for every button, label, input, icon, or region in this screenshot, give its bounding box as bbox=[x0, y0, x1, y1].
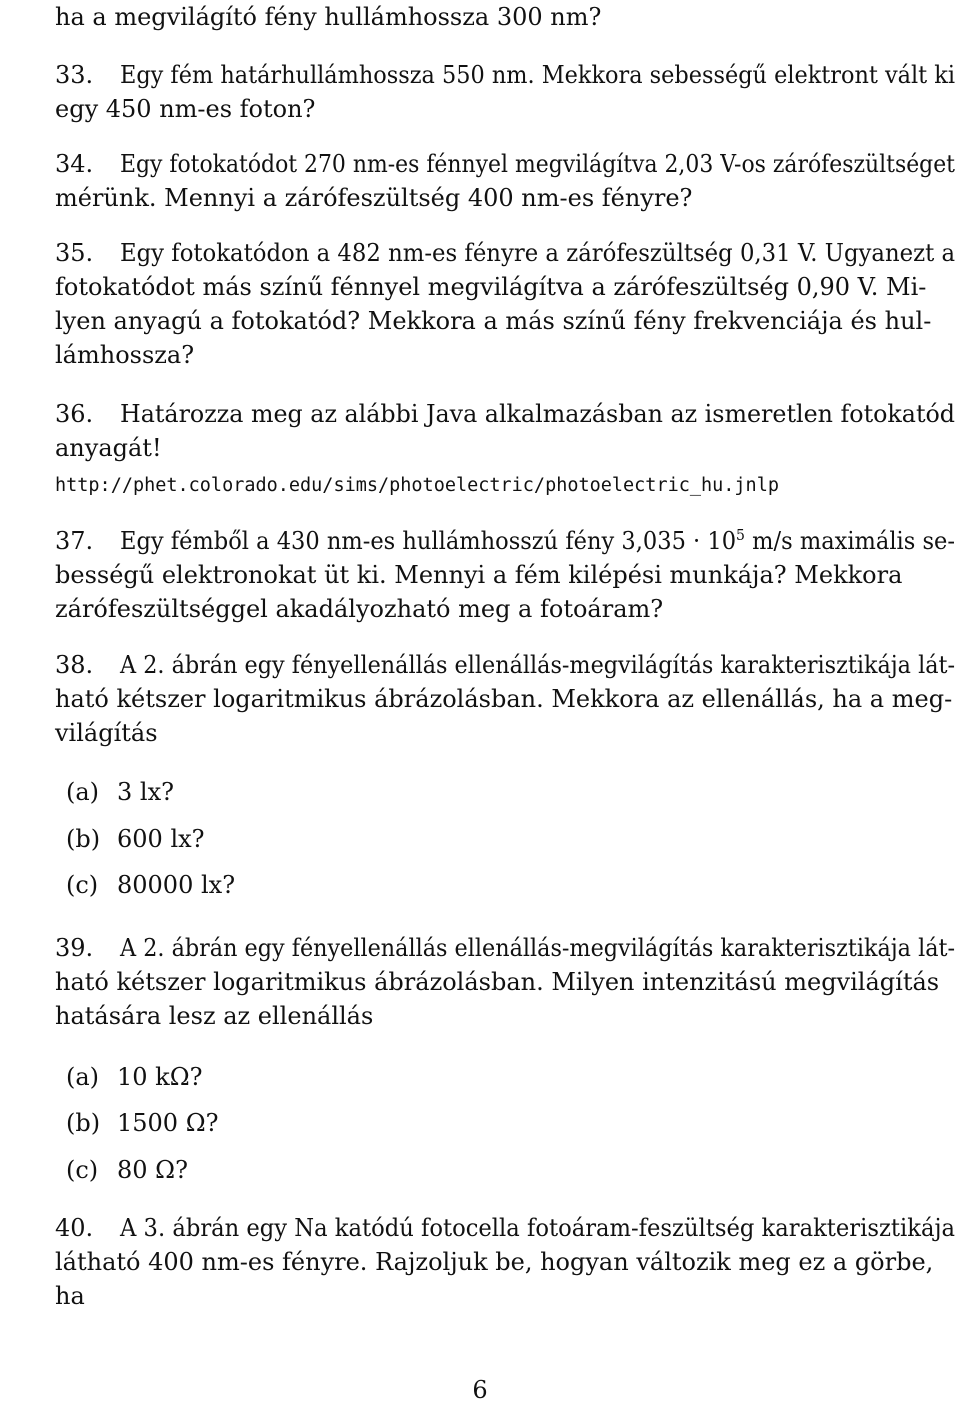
problem-35-line-2: fotokatódot más színű fénnyel megvilágítva a zárófeszültség 0,90 V. Mi- bbox=[55, 273, 927, 301]
problem-38-number: 38. bbox=[55, 651, 94, 679]
problem-39-a-label: (a) bbox=[66, 1063, 100, 1091]
problem-33-number: 33. bbox=[55, 61, 94, 89]
phet-link[interactable]: http://phet.colorado.edu/sims/photoelectric/photoelectric_hu.jnlp bbox=[55, 475, 779, 496]
problem-39-line-2: ható kétszer logaritmikus ábrázolásban. Milyen intenzitású megvilágítás bbox=[55, 968, 940, 996]
problem-38-a-label: (a) bbox=[66, 778, 100, 806]
problem-40-line-3: ha bbox=[55, 1282, 85, 1310]
problem-38-b-text: 600 lx? bbox=[117, 825, 205, 853]
problem-36-line-2: anyagát! bbox=[55, 434, 162, 462]
problem-35-number: 35. bbox=[55, 239, 94, 267]
problem-36-line-1: Határozza meg az alábbi Java alkalmazásban az ismeretlen fotokatód bbox=[120, 400, 956, 428]
problem-35-line-3: lyen anyagú a fotokatód? Mekkora a más színű fény frekvenciája és hul- bbox=[55, 307, 932, 335]
problem-38-line-3: világítás bbox=[55, 719, 158, 747]
problem-37-number: 37. bbox=[55, 527, 94, 555]
problem-38-a-text: 3 lx? bbox=[117, 778, 174, 806]
problem-37-exponent: 5 bbox=[736, 526, 746, 544]
problem-39-b-text: 1500 Ω? bbox=[117, 1109, 219, 1137]
problem-37-text-b: m/s maximális se- bbox=[745, 527, 955, 555]
problem-33-line-1: Egy fém határhullámhossza 550 nm. Mekkora sebességű elektront vált ki bbox=[120, 61, 956, 89]
problem-37-line-2: bességű elektronokat üt ki. Mennyi a fém kilépési munkája? Mekkora bbox=[55, 561, 903, 589]
problem-37-line-3: zárófeszültséggel akadályozható meg a fotoáram? bbox=[55, 595, 664, 623]
problem-38-c-label: (c) bbox=[66, 871, 99, 899]
problem-39-line-1: A 2. ábrán egy fényellenállás ellenállás-megvilágítás karakterisztikája lát- bbox=[120, 934, 956, 962]
problem-40-line-1: A 3. ábrán egy Na katódú fotocella fotoáram-feszültség karakterisztikája bbox=[120, 1214, 955, 1242]
problem-40-line-2: látható 400 nm-es fényre. Rajzoljuk be, hogyan változik meg ez a görbe, bbox=[55, 1248, 934, 1276]
problem-38-line-2: ható kétszer logaritmikus ábrázolásban. Mekkora az ellenállás, ha a meg- bbox=[55, 685, 953, 713]
problem-39-a-text: 10 kΩ? bbox=[117, 1063, 203, 1091]
problem-35-line-4: lámhossza? bbox=[55, 341, 195, 369]
problem-35-line-1: Egy fotokatódon a 482 nm-es fényre a zárófeszültség 0,31 V. Ugyanezt a bbox=[120, 239, 956, 267]
problem-37-text-a: Egy fémből a 430 nm-es hullámhosszú fény 3,035 · 10 bbox=[120, 527, 737, 555]
page-number: 6 bbox=[472, 1376, 488, 1404]
problem-39-c-text: 80 Ω? bbox=[117, 1156, 188, 1184]
problem-36-number: 36. bbox=[55, 400, 94, 428]
problem-39-line-3: hatására lesz az ellenállás bbox=[55, 1002, 374, 1030]
problem-38-line-1: A 2. ábrán egy fényellenállás ellenállás-megvilágítás karakterisztikája lát- bbox=[120, 651, 956, 679]
problem-40-number: 40. bbox=[55, 1214, 94, 1242]
problem-34-number: 34. bbox=[55, 150, 94, 178]
continuation-line: ha a megvilágító fény hullámhossza 300 nm? bbox=[55, 3, 602, 31]
problem-39-c-label: (c) bbox=[66, 1156, 99, 1184]
problem-37-line-1 bbox=[120, 524, 955, 558]
problem-39-b-label: (b) bbox=[66, 1109, 101, 1137]
problem-39-number: 39. bbox=[55, 934, 94, 962]
problem-34-line-1: Egy fotokatódot 270 nm-es fénnyel megvilágítva 2,03 V-os zárófeszültséget bbox=[120, 150, 955, 178]
problem-34-line-2: mérünk. Mennyi a zárófeszültség 400 nm-es fényre? bbox=[55, 184, 693, 212]
problem-38-b-label: (b) bbox=[66, 825, 101, 853]
problem-38-c-text: 80000 lx? bbox=[117, 871, 236, 899]
problem-33-line-2: egy 450 nm-es foton? bbox=[55, 95, 316, 123]
